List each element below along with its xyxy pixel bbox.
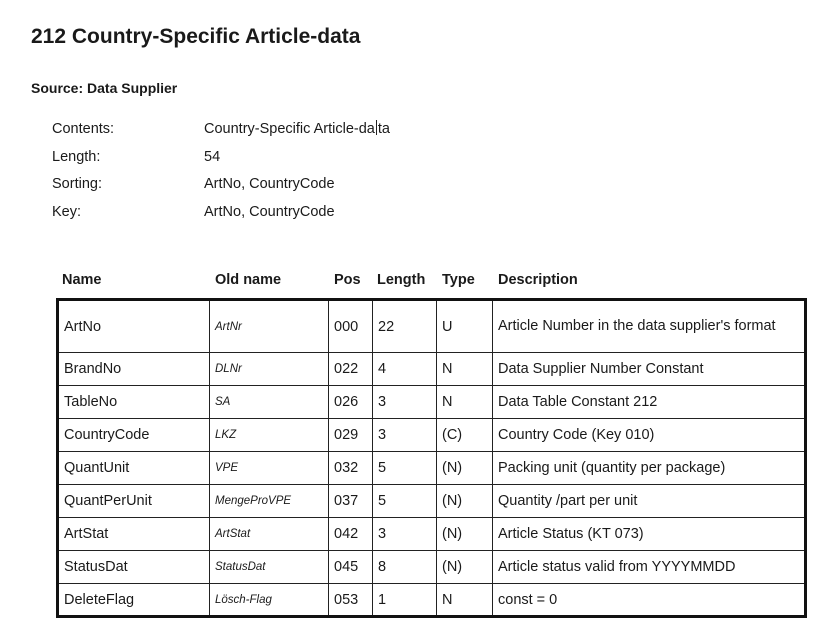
pos-cell: 029: [329, 419, 373, 452]
type-cell: N: [437, 584, 493, 617]
pos-cell: 032: [329, 452, 373, 485]
type-cell: (N): [437, 551, 493, 584]
old-name-cell: ArtStat: [210, 518, 329, 551]
length-cell: 22: [373, 300, 437, 353]
column-header-type: Type: [442, 272, 475, 288]
meta-value: Country-Specific Article-da ta: [204, 121, 390, 138]
length-cell: 5: [373, 452, 437, 485]
table-row: [58, 452, 806, 485]
column-header-old-name: Old name: [215, 272, 282, 288]
length-cell: 4: [373, 353, 437, 386]
meta-value: ArtNo, CountryCode: [204, 203, 335, 220]
column-header-name: Name: [62, 272, 102, 288]
pos-cell: 053: [329, 584, 373, 617]
field-name-cell: QuantPerUnit: [58, 485, 210, 518]
length-cell: 3: [373, 518, 437, 551]
length-cell: 3: [373, 419, 437, 452]
type-cell: N: [437, 386, 493, 419]
description-cell: Article Status (KT 073): [493, 518, 806, 551]
description-cell: Article Number in the data supplier's format: [493, 300, 806, 353]
old-name-cell: Lösch-Flag: [210, 584, 329, 617]
type-cell: (N): [437, 485, 493, 518]
field-name-cell: TableNo: [58, 386, 210, 419]
table-row: [58, 518, 806, 551]
description-cell: Packing unit (quantity per package): [493, 452, 806, 485]
description-cell: Quantity /part per unit: [493, 485, 806, 518]
page-title: 212 Country-Specific Article-data: [31, 25, 361, 48]
description-cell: Data Table Constant 212: [493, 386, 806, 419]
length-cell: 5: [373, 485, 437, 518]
meta-value: ArtNo, CountryCode: [204, 176, 335, 193]
field-name-cell: QuantUnit: [58, 452, 210, 485]
table-row: [58, 485, 806, 518]
old-name-cell: VPE: [210, 452, 329, 485]
pos-cell: 026: [329, 386, 373, 419]
table-row: [58, 386, 806, 419]
meta-label: Sorting:: [52, 176, 102, 193]
field-table: [56, 298, 807, 618]
type-cell: (N): [437, 518, 493, 551]
table-row: [58, 551, 806, 584]
meta-label: Length:: [52, 148, 101, 165]
length-cell: 8: [373, 551, 437, 584]
field-name-cell: DeleteFlag: [58, 584, 210, 617]
meta-length: [52, 143, 390, 171]
meta-contents: [52, 115, 390, 143]
source-line: Source: Data Supplier: [31, 80, 178, 96]
pos-cell: 000: [329, 300, 373, 353]
table-row: [58, 584, 806, 617]
old-name-cell: DLNr: [210, 353, 329, 386]
column-header-pos: Pos: [334, 272, 361, 288]
description-cell: Article status valid from YYYYMMDD: [493, 551, 806, 584]
column-header-description: Description: [498, 272, 578, 288]
pos-cell: 042: [329, 518, 373, 551]
pos-cell: 037: [329, 485, 373, 518]
type-cell: U: [437, 300, 493, 353]
field-name-cell: CountryCode: [58, 419, 210, 452]
pos-cell: 022: [329, 353, 373, 386]
length-cell: 3: [373, 386, 437, 419]
field-name-cell: ArtNo: [58, 300, 210, 353]
column-header-length: Length: [377, 272, 426, 288]
old-name-cell: MengeProVPE: [210, 485, 329, 518]
meta-label: Contents:: [52, 120, 115, 137]
old-name-cell: StatusDat: [210, 551, 329, 584]
type-cell: (C): [437, 419, 493, 452]
table-row: [58, 419, 806, 452]
description-cell: Country Code (Key 010): [493, 419, 806, 452]
meta-sorting: [52, 170, 390, 198]
table-row: [58, 300, 806, 353]
old-name-cell: ArtNr: [210, 300, 329, 353]
type-cell: (N): [437, 452, 493, 485]
meta-value: 54: [204, 148, 221, 165]
field-name-cell: StatusDat: [58, 551, 210, 584]
description-cell: Data Supplier Number Constant: [493, 353, 806, 386]
text-cursor: [376, 120, 377, 135]
length-cell: 1: [373, 584, 437, 617]
field-name-cell: ArtStat: [58, 518, 210, 551]
meta-key: [52, 198, 390, 226]
pos-cell: 045: [329, 551, 373, 584]
old-name-cell: SA: [210, 386, 329, 419]
old-name-cell: LKZ: [210, 419, 329, 452]
description-cell: const = 0: [493, 584, 806, 617]
meta-label: Key:: [52, 203, 82, 220]
record-meta: [52, 115, 390, 226]
table-row: [58, 353, 806, 386]
field-name-cell: BrandNo: [58, 353, 210, 386]
type-cell: N: [437, 353, 493, 386]
